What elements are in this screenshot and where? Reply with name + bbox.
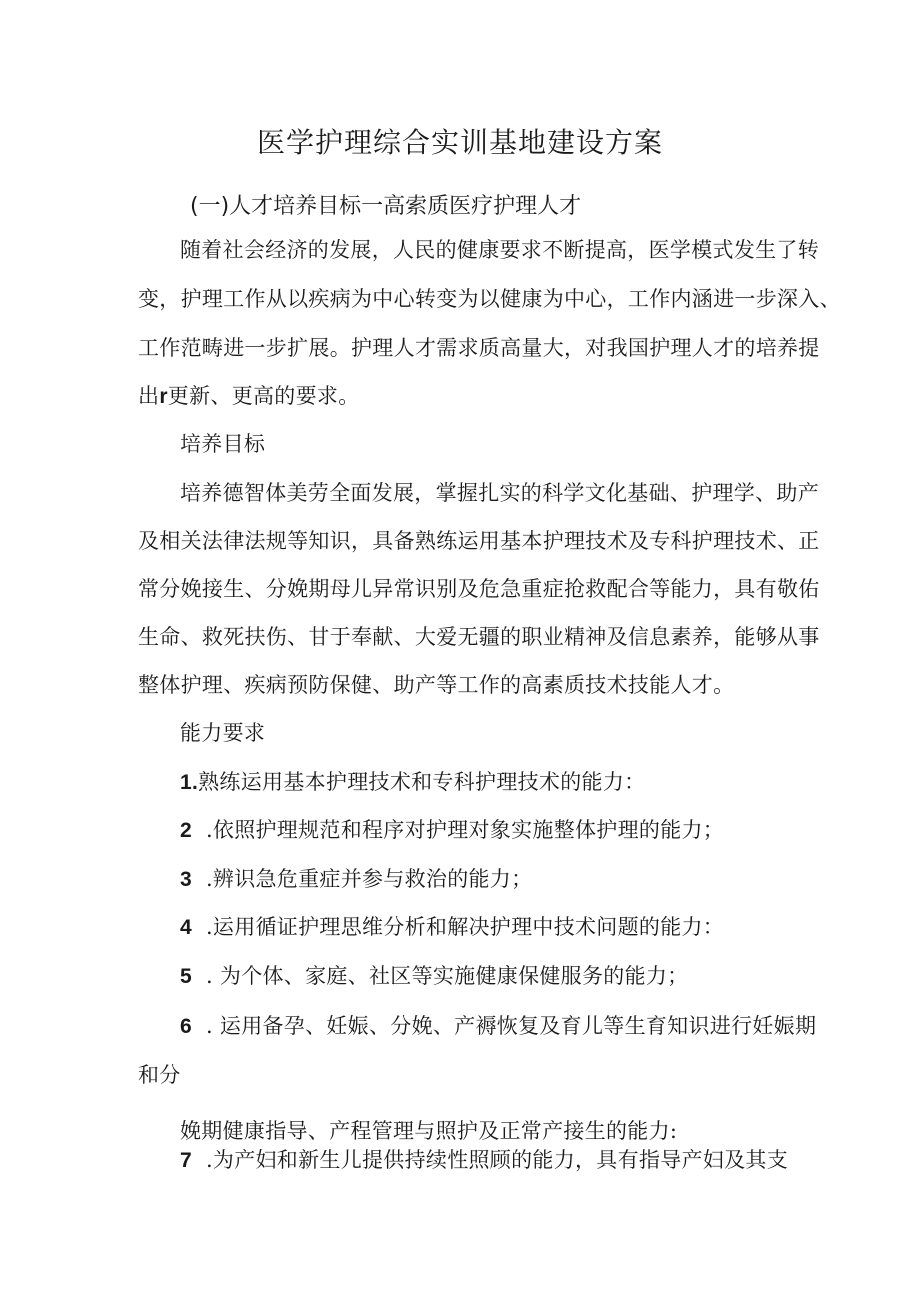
- ability-item-4: [180, 917, 724, 938]
- goal-label: 培养目标: [180, 432, 266, 456]
- intro-line-1: 随着社会经济的发展，人民的健康要求不断提高，医学模式发生了转: [180, 238, 819, 262]
- ability-item-3-number: 3: [180, 868, 192, 891]
- ability-item-7-text: .为产妇和新生儿提供持续性照顾的能力，具有指导产妇及其支: [205, 1148, 789, 1172]
- intro-line-4-pre: 出: [138, 384, 160, 408]
- ability-label: 能力要求: [180, 721, 266, 745]
- goal-line-5: 整体护理、疾病预防保健、助产等工作的高素质技术技能人才。: [138, 673, 735, 697]
- intro-line-4-post: 更新、更高的要求。: [167, 384, 360, 408]
- ability-item-7: [180, 1150, 788, 1171]
- ability-item-1: [180, 772, 645, 793]
- ability-item-2-text: .依照护理规范和程序对护理对象实施整体护理的能力；: [205, 818, 725, 842]
- ability-item-6-continued: 和分: [138, 1063, 181, 1087]
- ability-item-3-text: .辨识急危重症并参与救治的能力；: [205, 867, 533, 891]
- ability-item-7-number: 7: [180, 1149, 192, 1172]
- intro-line-2: 变，护理工作从以疾病为中心转变为以健康为中心，工作内涵进一步深入、: [138, 287, 841, 311]
- intro-line-4-r: r: [159, 385, 168, 408]
- goal-line-2: 及相关法律法规等知识，具备熟练运用基本护理技术及专科护理技术、正: [138, 529, 820, 553]
- ability-item-3: [180, 869, 532, 890]
- ability-item-1-number: 1.: [180, 771, 199, 794]
- ability-item-1-text: 熟练运用基本护理技术和专科护理技术的能力：: [198, 770, 646, 794]
- intro-line-4: [138, 386, 360, 407]
- section-heading: (一)人才培养目标一高索质医疗护理人才: [190, 194, 582, 219]
- ability-item-4-number: 4: [180, 916, 192, 939]
- goal-line-4: 生命、救死扶伤、甘于奉献、大爱无疆的职业精神及信息素养，能够从事: [138, 625, 820, 649]
- ability-item-2-number: 2: [180, 819, 192, 842]
- ability-item-6-continued-2: 娩期健康指导、产程管理与照护及正常产接生的能力:: [180, 1119, 678, 1143]
- ability-item-6: [180, 1016, 816, 1037]
- ability-item-5: [180, 966, 689, 987]
- ability-item-6-number: 6: [180, 1015, 192, 1038]
- ability-item-5-number: 5: [180, 965, 192, 988]
- intro-line-3: 工作范畴进一步扩展。护理人才需求质高量大，对我国护理人才的培养提: [138, 336, 820, 360]
- goal-line-3: 常分娩接生、分娩期母儿异常识别及危急重症抢救配合等能力，具有敬佑: [138, 577, 820, 601]
- goal-line-1: 培养德智体美劳全面发展，掌握扎实的科学文化基础、护理学、助产: [180, 481, 819, 505]
- ability-item-6-text: . 运用备孕、妊娠、分娩、产褥恢复及育儿等生育知识进行妊娠期: [205, 1014, 817, 1038]
- document-title: 医学护理综合实训基地建设方案: [256, 126, 663, 159]
- ability-item-2: [180, 820, 724, 841]
- ability-item-5-text: . 为个体、家庭、社区等实施健康保健服务的能力；: [205, 964, 689, 988]
- ability-item-4-text: .运用循证护理思维分析和解决护理中技术问题的能力：: [205, 915, 725, 939]
